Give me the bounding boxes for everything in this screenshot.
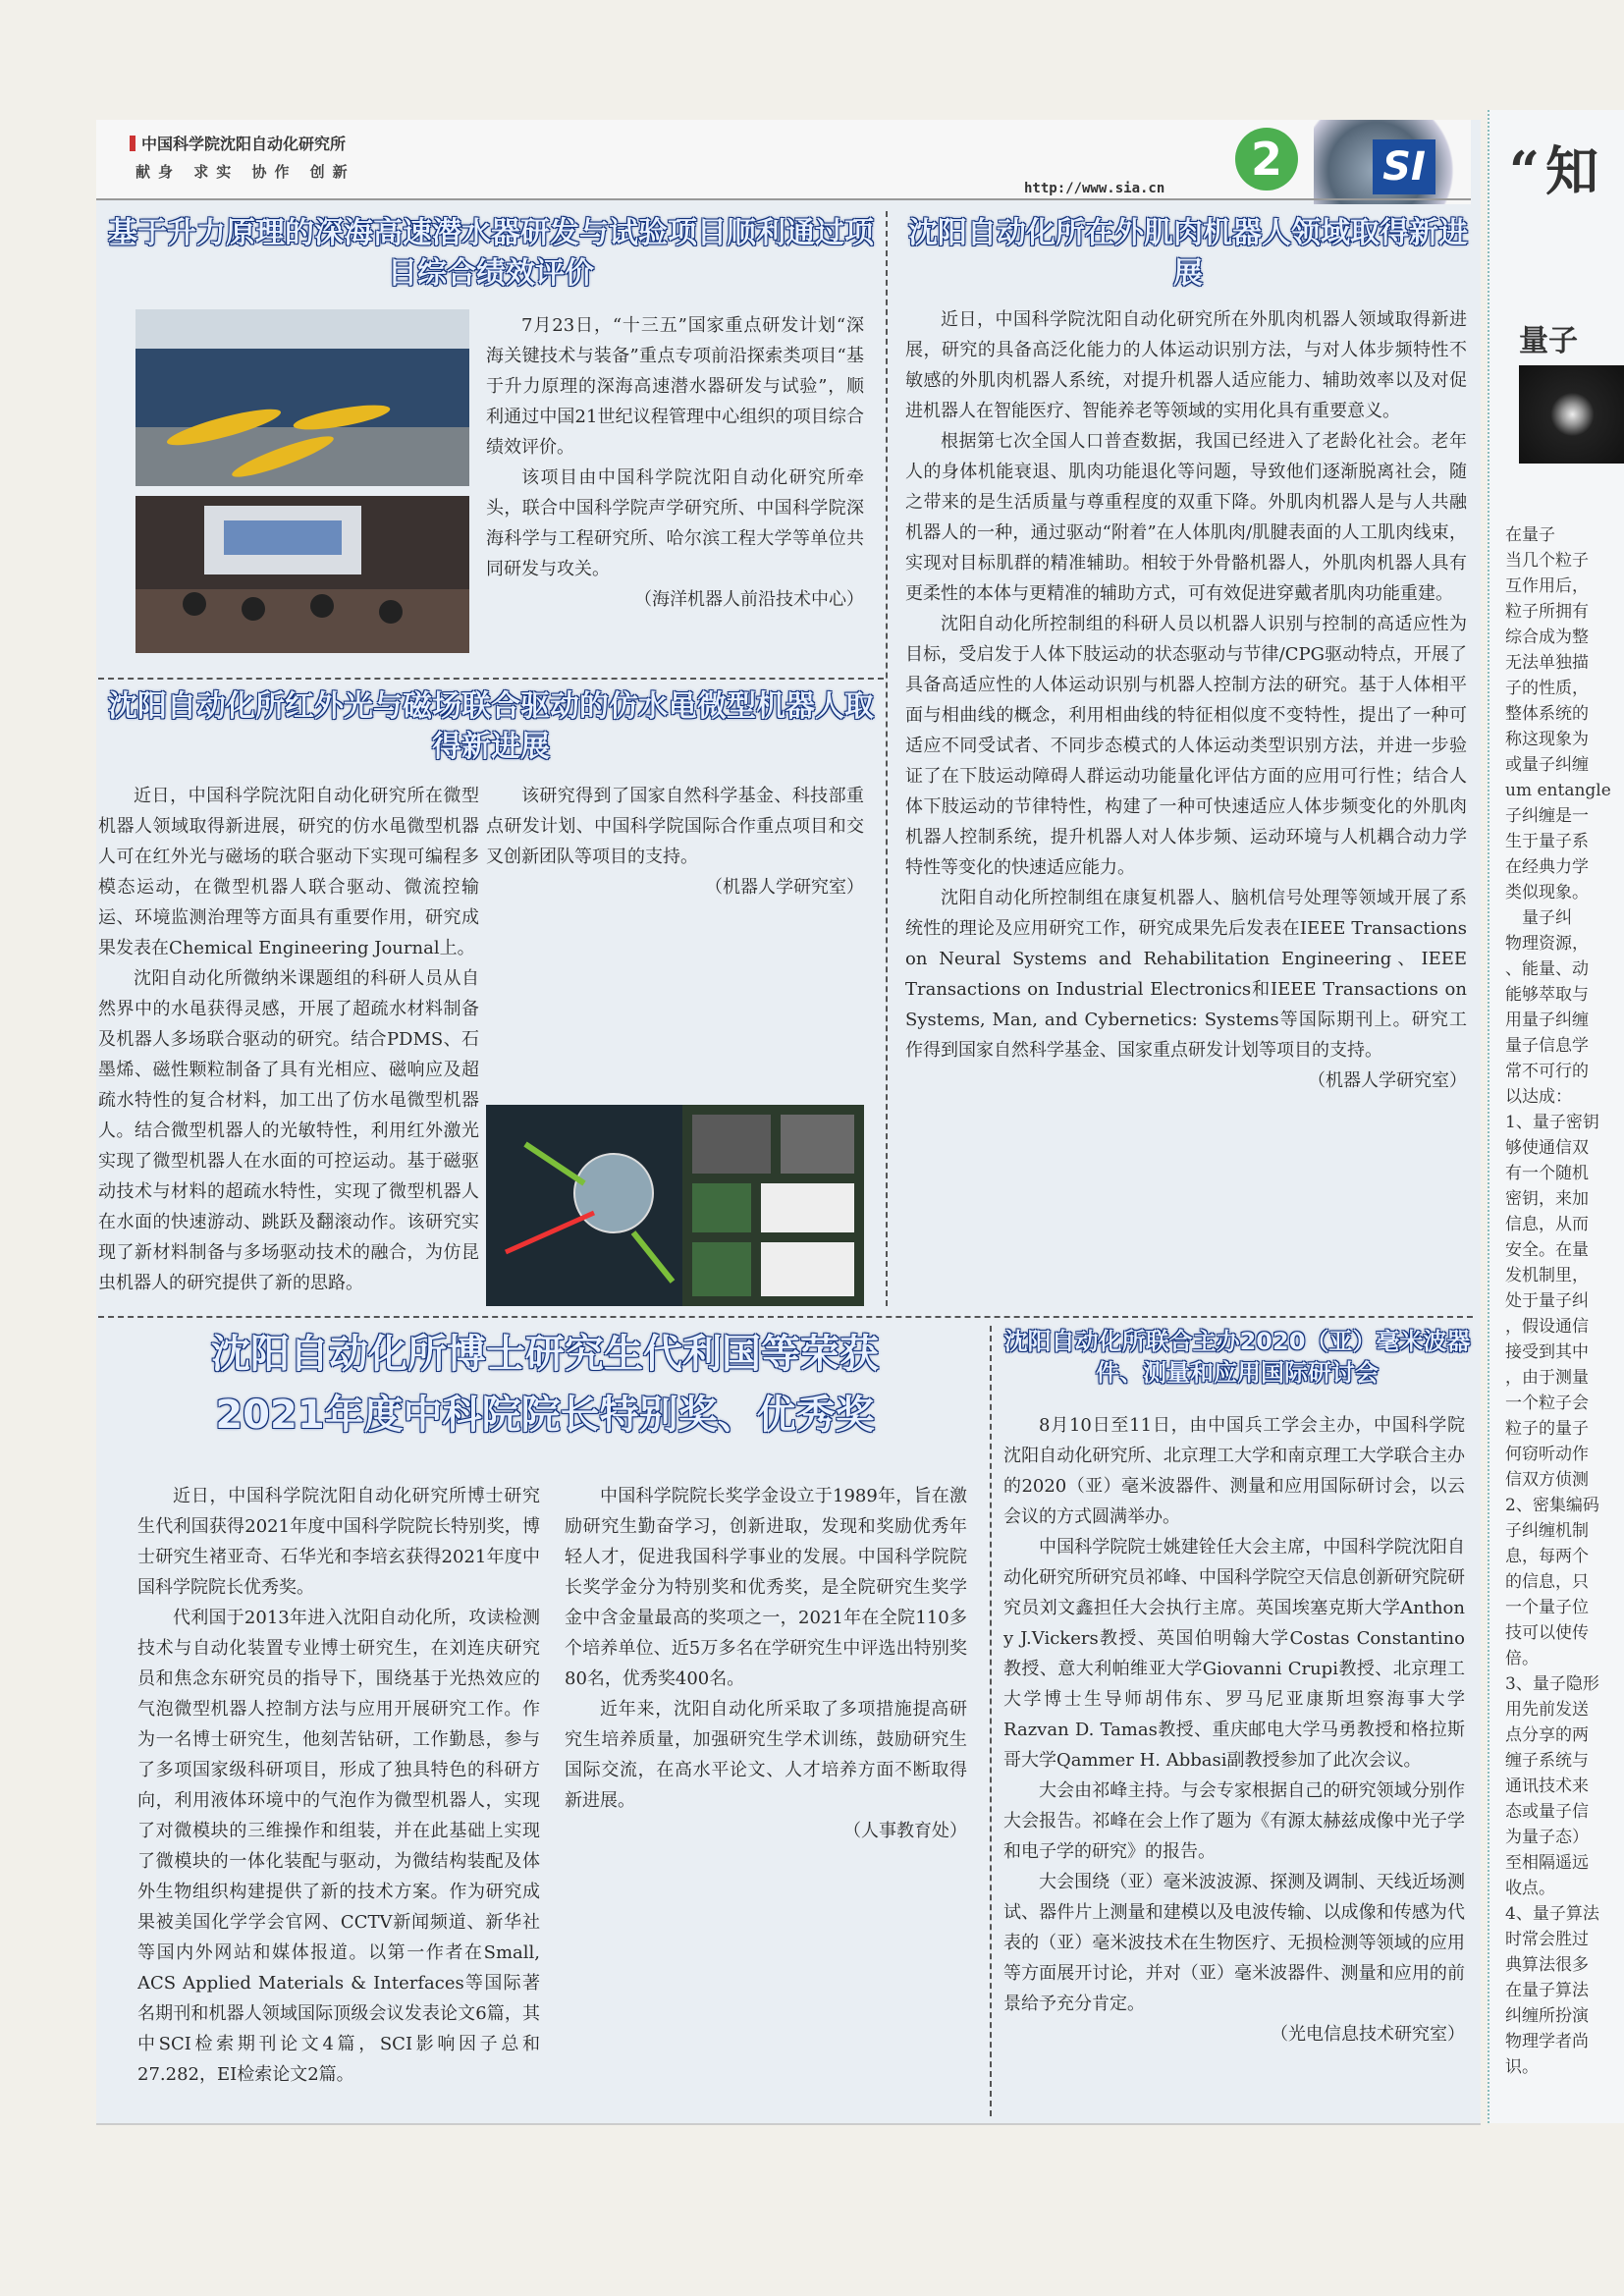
sidebar-title: “知 <box>1509 139 1605 202</box>
issue-number-badge: 2 <box>1235 128 1298 191</box>
article-4-title-line-2: 2021年度中科院院长特别奖、优秀奖 <box>215 1393 875 1438</box>
quantum-image <box>1519 365 1624 464</box>
article-3-title: 沈阳自动化所红外光与磁场联合驱动的仿水黾微型机器人取得新进展 <box>108 689 874 764</box>
article-5-paragraph-1: 8月10日至11日，由中国兵工学会主办，中国科学院沈阳自动化研究所、北京理工大学和南京理工大学联合主办的2020（亚）毫米波器件、测量和应用国际研讨会，以云会议的方式圆满举办。 <box>1003 1415 1465 1527</box>
article-2-paragraph-4: 沈阳自动化所控制组在康复机器人、脑机信号处理等领域开展了系统性的理论及应用研究工作，研究成果先后发表在IEEE Transactions on Neural Systems and Rehabilitation Engineering、IEEE Transactions on Industrial Electronics和IEEE Transactions on Systems, Man, and Cybernetics: Systems等国际期刊上。研究工作得到国家自然科学基金、国家重点研发计划等项目的支持。 <box>905 888 1467 1061</box>
article-4-source: （人事教育处） <box>843 1821 967 1841</box>
article-2-paragraph-2: 根据第七次全国人口普查数据，我国已经进入了老龄化社会。老年人的身体机能衰退、肌肉功能退化等问题，导致他们逐渐脱离社会，随之带来的是生活质量与尊重程度的双重下降。外肌肉机器人是与人共融机器人的一种，通过驱动“附着”在人体肌肉/肌腱表面的人工肌肉线束，实现对目标肌群的精准辅助。相较于外骨骼机器人，外肌肉机器人具有更柔性的本体与更精准的辅助方式，可有效促进穿戴者肌肉功能重建。 <box>905 431 1467 604</box>
underwater-vehicle-photo <box>135 309 469 486</box>
article-1-paragraph-1: 7月23日，“十三五”国家重点研发计划“深海关键技术与装备”重点专项前沿探索类项目“基于升力原理的深海高速潜水器研发与试验”，顺利通过中国21世纪议程管理中心组织的项目综合绩效评价。 <box>486 315 864 458</box>
article-2-paragraph-3: 沈阳自动化所控制组的科研人员以机器人识别与控制的高适应性为目标，受启发于人体下肢运动的状态驱动与节律/CPG驱动特点，开展了具备高适应性的人体运动识别与机器人控制方法的研究。基于人体相平面与相曲线的概念，利用相曲线的特征相似度不变特性，提出了一种可适应不同受试者、不同步态模式的人体运动类型识别方法，并进一步验证了在下肢运动障碍人群运动功能量化评估方面的应用可行性；结合人体下肢运动的节律特性，构建了一种可快速适应人体步频变化的外肌肉机器人控制系统，提升机器人对人体步频、运动环境与人机耦合动力学特性等变化的快速适应能力。 <box>905 614 1467 878</box>
column-divider <box>886 211 888 1306</box>
article-1-title: 基于升力原理的深海高速潜水器研发与试验项目顺利通过项目综合绩效评价 <box>108 216 874 291</box>
slogan: 献身 求实 协作 创新 <box>135 163 355 181</box>
article-divider <box>98 678 884 680</box>
article-5-body <box>1003 1410 1465 2050</box>
institute-logo: SI <box>1373 139 1435 194</box>
article-5-paragraph-2: 中国科学院院士姚建铨任大会主席，中国科学院沈阳自动化研究所研究员祁峰、中国科学院空天信息创新研究院研究员刘文鑫担任大会执行主席。英国埃塞克斯大学Anthon y J.Vickers教授、英国伯明翰大学Costas Constantino教授、意大利帕维亚大学Giovanni Crupi教授、北京理工大学博士生导师胡伟东、罗马尼亚康斯坦察海事大学Razvan D. Tamas教授、重庆邮电大学马勇教授和格拉斯哥大学Qammer H. Abbasi副教授参加了此次会议。 <box>1003 1537 1465 1771</box>
article-2-paragraph-1: 近日，中国科学院沈阳自动化研究所在外肌肉机器人领域取得新进展，研究的具备高泛化能力的人体运动识别方法，与对人体步频特性不敏感的外肌肉机器人系统，对提升机器人适应能力、辅助效率以及对促进机器人在智能医疗、智能养老等领域的实用化具有重要意义。 <box>905 309 1467 421</box>
article-1-paragraph-2: 该项目由中国科学院沈阳自动化研究所牵头，联合中国科学院声学研究所、中国科学院深海科学与工程研究所、哈尔滨工程大学等单位共同研发与攻关。 <box>486 467 864 579</box>
article-3-paragraph-3: 该研究得到了国家自然科学基金、科技部重点研发计划、中国科学院国际合作重点项目和交叉创新团队等项目的支持。 <box>486 786 864 867</box>
article-2-source: （机器人学研究室） <box>1308 1070 1467 1091</box>
article-1-body <box>486 310 864 615</box>
article-5-paragraph-4: 大会围绕（亚）毫米波波源、探测及调制、天线近场测试、器件片上测量和建模以及电波传输、以成像和传感为代表的（亚）毫米波技术在生物医疗、无损检测等领域的应用等方面展开讨论，并对（亚）毫米波器件、测量和应用的前景给予充分肯定。 <box>1003 1872 1465 2014</box>
article-4-paragraph-1: 近日，中国科学院沈阳自动化研究所博士研究生代利国获得2021年度中国科学院院长特别奖，博士研究生褚亚奇、石华光和李培玄获得2021年度中国科学院院长优秀奖。 <box>137 1486 540 1598</box>
masthead <box>96 120 1471 198</box>
page-bottom-edge <box>96 2123 1481 2125</box>
sidebar-text: 在量子 当几个粒子 互作用后， 粒子所拥有 综合成为整 无法单独描 子的性质， 整体系统的 称这现象为 或量子纠缠 um entangle 子纠缠是一 生于量子系 在经典力学 类似现象。 量子纠 物理资源， 、能量、动 能够萃取与 用量子纠缠 量子信息学 常不可行的 以达成： 1、量子密钥 够使通信双 有一个随机 密钥，来加 信息，从而 安全。在量 发机制里， 处于量子纠 ，假设通信 接受到其中 ，由于测量 一个粒子会 粒子的量子 何窃听动作 信双方侦测 2、密集编码 子纠缠机制 息，每两个 的信息，只 一个量子位 技可以使传 倍。 3、量子隐形 用先前发送 点分享的两 缠子系统与 通讯技术来 态或量子信 为量子态） 至相隔遥远 收点。 4、量子算法 时常会胜过 典算法很多 在量子算法 纠缠所扮演 物理学者尚 识。 <box>1505 525 1611 2077</box>
meeting-room-photo <box>135 496 469 653</box>
article-4-paragraph-4: 近年来，沈阳自动化所采取了多项措施提高研究生培养质量，加强研究生学术训练，鼓励研究生国际交流，在高水平论文、人才培养方面不断取得新进展。 <box>565 1699 967 1811</box>
article-3-body-column-1 <box>98 781 479 1311</box>
adjacent-page-column <box>1488 110 1624 2123</box>
article-3-paragraph-2: 沈阳自动化所微纳米课题组的科研人员从自然界中的水黾获得灵感，开展了超疏水材料制备及机器人多场联合驱动的研究。结合PDMS、石墨烯、磁性颗粒制备了具有光相应、磁响应及超疏水特性的复合材料，加工出了仿水黾微型机器人。结合微型机器人的光敏特性，利用红外激光实现了微型机器人在水面的可控运动。基于磁驱动技术与材料的超疏水特性，实现了微型机器人在水面的快速游动、跳跃及翻滚动作。该研究实现了新材料制备与多场驱动技术的融合，为仿昆虫机器人的研究提供了新的思路。 <box>98 968 479 1293</box>
water-strider-robot-figure <box>486 1105 864 1306</box>
column-divider-lower <box>990 1326 992 2116</box>
article-2-body <box>905 304 1467 1096</box>
section-divider <box>98 1316 1473 1318</box>
org-name: 中国科学院沈阳自动化研究所 <box>130 132 346 154</box>
article-3-body-column-2 <box>486 781 864 902</box>
article-4-body-column-2 <box>565 1481 967 1846</box>
article-4-body-column-1 <box>137 1481 540 2109</box>
article-5-paragraph-3: 大会由祁峰主持。与会专家根据自己的研究领域分别作大会报告。祁峰在会上作了题为《有源太赫兹成像中光子学和电子学的研究》的报告。 <box>1003 1780 1465 1862</box>
sidebar-subtitle: 量子 <box>1519 324 1578 358</box>
website-url[interactable]: http://www.sia.cn <box>1024 181 1165 196</box>
article-4-title-line-1: 沈阳自动化所博士研究生代利国等荣获 <box>211 1332 879 1377</box>
article-4-paragraph-3: 中国科学院院长奖学金设立于1989年，旨在激励研究生勤奋学习，创新进取，发现和奖励优秀年轻人才，促进我国科学事业的发展。中国科学院院长奖学金分为特别奖和优秀奖，是全院研究生奖学金中含金量最高的奖项之一，2021年在全院110多个培养单位、近5万多名在学研究生中评选出特别奖80名，优秀奖400名。 <box>565 1486 967 1689</box>
article-4-title <box>103 1324 987 1446</box>
article-3-paragraph-1: 近日，中国科学院沈阳自动化研究所在微型机器人领域取得新进展，研究的仿水黾微型机器人可在红外光与磁场的联合驱动下实现可编程多模态运动，在微型机器人联合驱动、微流控输运、环境监测治理等方面具有重要作用，研究成果发表在Chemical Engineering Journal上。 <box>98 786 479 958</box>
article-1-source: （海洋机器人前沿技术中心） <box>634 589 864 610</box>
article-3-source: （机器人学研究室） <box>705 877 864 898</box>
article-5-source: （光电信息技术研究室） <box>1271 2024 1465 2045</box>
article-5-title: 沈阳自动化所联合主办2020（亚）毫米波器件、测量和应用国际研讨会 <box>1003 1328 1471 1388</box>
article-4-paragraph-2: 代利国于2013年进入沈阳自动化所，攻读检测技术与自动化装置专业博士研究生，在刘连庆研究员和焦念东研究员的指导下，围绕基于光热效应的气泡微型机器人控制方法与应用开展研究工作。作为一名博士研究生，他刻苦钻研，工作勤恳，参与了多项国家级科研项目，形成了独具特色的科研方向，利用液体环境中的气泡作为微型机器人，实现了对微模块的三维操作和组装，并在此基础上实现了微模块的一体化装配与驱动，为微结构装配及体外生物组织构建提供了新的技术方案。作为研究成果被美国化学学会官网、CCTV新闻频道、新华社等国内外网站和媒体报道。以第一作者在Small, ACS Applied Materials & Interfaces等国际著名期刊和机器人领域国际顶级会议发表论文6篇，其中SCI检索期刊论文4篇，SCI影响因子总和27.282，EI检索论文2篇。 <box>137 1608 540 2085</box>
header-divider <box>96 198 1471 200</box>
article-2-title: 沈阳自动化所在外肌肉机器人领域取得新进展 <box>908 216 1468 291</box>
